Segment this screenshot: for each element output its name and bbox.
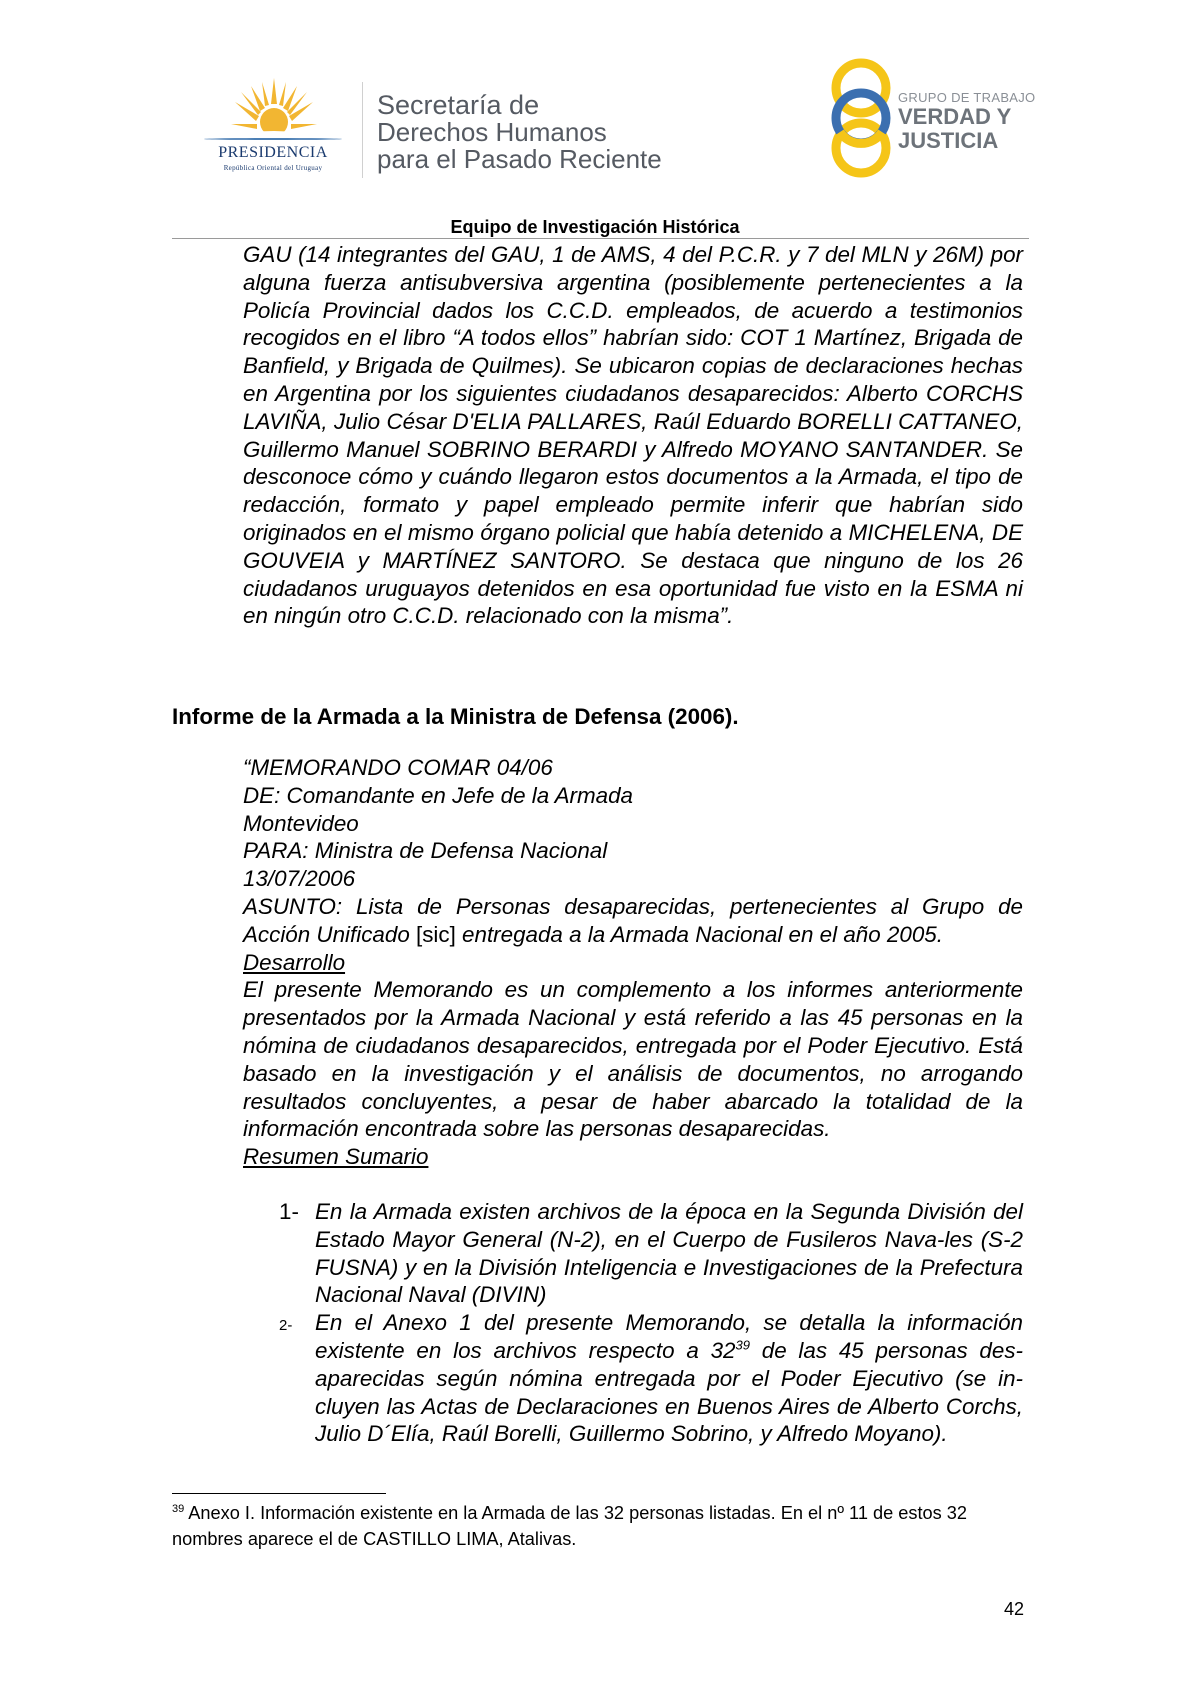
- presidencia-name: PRESIDENCIA: [218, 144, 328, 161]
- memo-to: PARA: Ministra de Defensa Nacional: [243, 838, 608, 864]
- memorandum-block: [243, 754, 1023, 1171]
- memo-heading: “MEMORANDO COMAR 04/06: [243, 755, 553, 780]
- memo-subject-part-a: ASUNTO: Lista de Personas desaparecidas, pertenecientes al Grupo de Acción Unificado: [243, 893, 1023, 947]
- summary-list: [243, 1198, 1023, 1448]
- verdad-justicia-logo: [826, 58, 1056, 178]
- memo-place: Montevideo: [243, 810, 359, 836]
- list-item-text-b: de las 45 personas des-aparecidas según nómina entregada por el Poder Ejecutivo (se in-cluyen las Actas de Declaraciones en Buenos Aires de Alberto Corchs, Julio D´Elía, Raúl Borelli, Guillermo Sobrino, y Alfredo Moyano).: [315, 1337, 1023, 1447]
- footnote-number: 39: [172, 1502, 185, 1515]
- justicia-label: JUSTICIA: [898, 128, 999, 153]
- list-item: [243, 1309, 1023, 1448]
- desarrollo-paragraph: El presente Memorando es un complemento a los informes anteriormente presentados por la Armada Nacional y está referido a las 45 personas en la nómina de ciudadanos desaparecidos, entregada por el Poder Ejecutivo. Está basado en la investigación y el análisis de documentos, no arrogando resultados concluyentes, a pesar de haber abarcado la totalidad de la información encontrada sobre las personas desaparecidas.: [243, 977, 1023, 1142]
- quoted-paragraph: GAU (14 integrantes del GAU, 1 de AMS, 4 del P.C.R. y 7 del MLN y 26M) por alguna fuerza antisubversiva argentina (posiblemente pertenecientes a la Policía Provincial dados los C.C.D. empleados, de acuerdo a testimonios recogidos en el libro “A todos ellos” habrían sido: COT 1 Martínez, Brigada de Banfield, y Brigada de Quilmes). Se ubicaron copias de declaraciones hechas en Argentina por los siguientes ciudadanos desaparecidos: Alberto CORCHS LAVIÑA, Julio César D'ELIA PALLARES, Raúl Eduardo BORELLI CATTANEO, Guillermo Manuel SOBRINO BERARDI y Alfredo MOYANO SANTANDER. Se desconoce cómo y cuándo llegaron estos documentos a la Armada, el tipo de redacción, formato y papel empleado permite inferir que habrían sido originados en el mismo órgano policial que había detenido a MICHELENA, DE GOUVEIA y MARTÍNEZ SANTORO. Se destaca que ninguno de los 26 ciudadanos uruguayos detenidos en esa oportunidad fue visto en la ESMA ni en ningún otro C.C.D. relacionado con la misma”.: [243, 242, 1023, 629]
- memo-subject: [243, 893, 1023, 949]
- grupo-trabajo-label: GRUPO DE TRABAJO: [898, 90, 1036, 105]
- desarrollo-heading: Desarrollo: [243, 949, 346, 975]
- interlocked-rings-icon: [826, 58, 896, 178]
- list-item: [243, 1198, 1023, 1309]
- section-title: Informe de la Armada a la Ministra de Defensa (2006).: [172, 704, 739, 729]
- secretaria-line-2: Derechos Humanos: [377, 117, 607, 147]
- footnote-text: Anexo I. Información existente en la Armada de las 32 personas listadas. En el nº 11 de estos 32 nombres aparece el de CASTILLO LIMA, Atalivas.: [172, 1503, 968, 1549]
- list-item-number: 2-: [279, 1317, 293, 1335]
- footnote-rule: [172, 1493, 386, 1494]
- memo-subject-part-b: entregada a la Armada Nacional en el año 2005.: [455, 921, 943, 947]
- secretaria-logo-text: [377, 92, 707, 173]
- page-number: 42: [1004, 1599, 1025, 1619]
- memo-sic-note: [sic]: [416, 921, 456, 947]
- resumen-heading: Resumen Sumario: [243, 1144, 429, 1170]
- list-item-text: En la Armada existen archivos de la época en la Segunda División del Estado Mayor General (N-2), en el Cuerpo de Fusileros Nava-les (S-2 FUSNA) y en la División Inteligencia e Investigaciones de la Prefectura Nacional Naval (DIVIN): [315, 1199, 1023, 1308]
- sun-emblem-icon: [231, 78, 317, 140]
- presidencia-swoosh: [204, 138, 342, 140]
- verdad-label: VERDAD Y: [898, 104, 1012, 129]
- secretaria-line-3: para el Pasado Reciente: [377, 144, 662, 174]
- running-header: Equipo de Investigación Histórica: [450, 217, 740, 237]
- list-item-text-a: En el Anexo 1 del presente Memorando, se detalla la información existente en los archivos respecto a 32: [315, 1310, 1023, 1363]
- logo-divider: [362, 82, 363, 178]
- footnote: [172, 1500, 1029, 1552]
- list-item-number: 1-: [279, 1199, 299, 1224]
- header-rule: [172, 238, 1029, 239]
- footnote-reference[interactable]: 39: [735, 1337, 750, 1353]
- secretaria-line-1: Secretaría de: [377, 90, 540, 120]
- presidencia-subtitle: República Oriental del Uruguay: [223, 164, 323, 172]
- presidencia-logo: [198, 78, 348, 174]
- memo-from: DE: Comandante en Jefe de la Armada: [243, 782, 633, 808]
- memo-date: 13/07/2006: [243, 866, 356, 892]
